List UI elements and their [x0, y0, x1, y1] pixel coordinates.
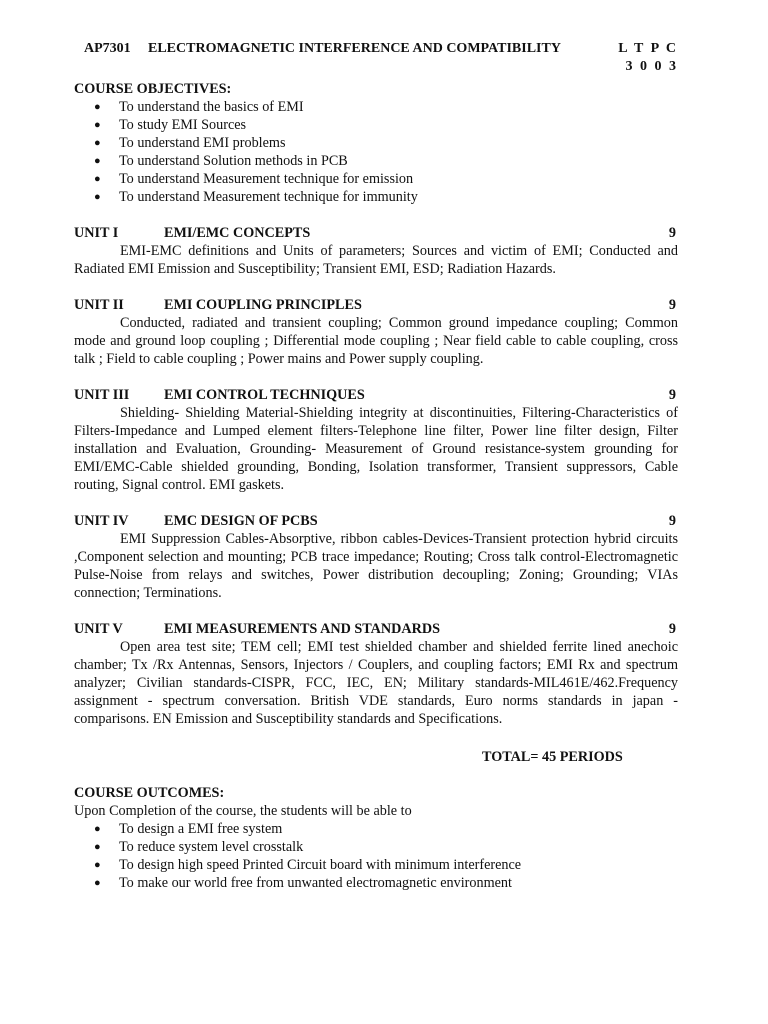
unit-body: Shielding- Shielding Material-Shielding integrity at discontinuities, Filtering-Characteristics of Filters-Impedance and Lumped element filters-Telephone line filter, Power line filter design, Filter installation and Evaluation, Grounding- Measurement of Ground resistance-system grounding for EMI/EMC-Cable shielded grounding, Bonding, Isolation transformer, Transient suppressors, Cable routing, Signal control. EMI gaskets.: [74, 405, 678, 493]
bullet-icon: ●: [94, 119, 101, 131]
course-code: AP7301: [84, 41, 131, 56]
list-item: [74, 98, 678, 116]
unit-hours: 9: [668, 297, 676, 313]
objective-text: To understand Measurement technique for immunity: [119, 189, 418, 205]
unit-number: UNIT V: [74, 621, 123, 637]
bullet-icon: ●: [94, 155, 101, 167]
outcomes-heading: COURSE OUTCOMES:: [74, 785, 225, 801]
course-header: [74, 40, 678, 76]
unit-2: [74, 296, 678, 368]
unit-heading: [74, 224, 678, 242]
bullet-icon: ●: [94, 101, 101, 113]
bullet-icon: ●: [94, 173, 101, 185]
unit-hours: 9: [668, 387, 676, 403]
ltpc-values: 3 0 0 3: [625, 59, 678, 74]
unit-title: EMI/EMC CONCEPTS: [164, 225, 311, 241]
list-item: [74, 856, 678, 874]
outcome-text: To design a EMI free system: [119, 821, 283, 837]
unit-number: UNIT I: [74, 225, 119, 241]
unit-heading: [74, 296, 678, 314]
unit-4: [74, 512, 678, 602]
ltpc-block: [618, 40, 678, 76]
outcomes-list: [74, 820, 678, 892]
total-periods: TOTAL= 45 PERIODS: [482, 749, 623, 765]
unit-3: [74, 386, 678, 494]
unit-5: [74, 620, 678, 728]
outcome-text: To reduce system level crosstalk: [119, 839, 304, 855]
bullet-icon: ●: [94, 877, 101, 889]
course-title: ELECTROMAGNETIC INTERFERENCE AND COMPATIBILITY: [148, 41, 561, 56]
unit-title: EMI COUPLING PRINCIPLES: [164, 297, 362, 313]
outcomes-section: [74, 784, 678, 892]
list-item: [74, 116, 678, 134]
ltpc-label: L T P C: [618, 41, 678, 56]
unit-body: EMI Suppression Cables-Absorptive, ribbon cables-Devices-Transient protection hybrid circuits ,Component selection and mounting; PCB trace impedance; Routing; Cross talk control-Electromagnetic Pulse-Noise from relays and switches, Power distribution decoupling; Zoning; Grounding; VIAs connection; Terminations.: [74, 531, 678, 601]
unit-body: Open area test site; TEM cell; EMI test shielded chamber and shielded ferrite lined anechoic chamber; Tx /Rx Antennas, Sensors, Injectors / Couplers, and coupling factors; EMI Rx and spectrum analyzer; Civilian standards-CISPR, FCC, IEC, EN; Military standards-MIL461E/462.Frequency assignment - spectrum conversation. British VDE standards, Euro norms standards in japan - comparisons. EN Emission and Susceptibility standards and Specifications.: [74, 639, 678, 727]
bullet-icon: ●: [94, 191, 101, 203]
unit-heading: [74, 620, 678, 638]
unit-1: [74, 224, 678, 278]
outcomes-intro: Upon Completion of the course, the students will be able to: [74, 803, 412, 819]
unit-body: EMI-EMC definitions and Units of parameters; Sources and victim of EMI; Conducted and Radiated EMI Emission and Susceptibility; Transient EMI, ESD; Radiation Hazards.: [74, 243, 678, 277]
list-item: [74, 838, 678, 856]
unit-heading: [74, 386, 678, 404]
objectives-heading: COURSE OBJECTIVES:: [74, 81, 232, 97]
unit-number: UNIT III: [74, 387, 130, 403]
unit-hours: 9: [668, 621, 676, 637]
objective-text: To understand Solution methods in PCB: [119, 153, 348, 169]
list-item: [74, 134, 678, 152]
unit-hours: 9: [668, 225, 676, 241]
unit-number: UNIT IV: [74, 513, 129, 529]
list-item: [74, 820, 678, 838]
objective-text: To understand EMI problems: [119, 135, 286, 151]
objective-text: To study EMI Sources: [119, 117, 247, 133]
objectives-list: [74, 98, 678, 206]
unit-title: EMI CONTROL TECHNIQUES: [164, 387, 365, 403]
syllabus-page: [74, 40, 678, 892]
bullet-icon: ●: [94, 859, 101, 871]
outcome-text: To design high speed Printed Circuit board with minimum interference: [119, 857, 522, 873]
unit-hours: 9: [668, 513, 676, 529]
list-item: [74, 170, 678, 188]
unit-body: Conducted, radiated and transient coupling; Common ground impedance coupling; Common mode and ground loop coupling ; Differential mode coupling ; Near field cable to cable coupling, cross talk ; Field to cable coupling ; Power mains and Power supply coupling.: [74, 315, 678, 367]
objective-text: To understand the basics of EMI: [119, 99, 304, 115]
unit-number: UNIT II: [74, 297, 124, 313]
outcome-text: To make our world free from unwanted electromagnetic environment: [119, 875, 512, 891]
list-item: [74, 152, 678, 170]
list-item: [74, 874, 678, 892]
bullet-icon: ●: [94, 823, 101, 835]
unit-heading: [74, 512, 678, 530]
unit-title: EMC DESIGN OF PCBS: [164, 513, 318, 529]
unit-title: EMI MEASUREMENTS AND STANDARDS: [164, 621, 441, 637]
bullet-icon: ●: [94, 137, 101, 149]
list-item: [74, 188, 678, 206]
objective-text: To understand Measurement technique for emission: [119, 171, 414, 187]
bullet-icon: ●: [94, 841, 101, 853]
